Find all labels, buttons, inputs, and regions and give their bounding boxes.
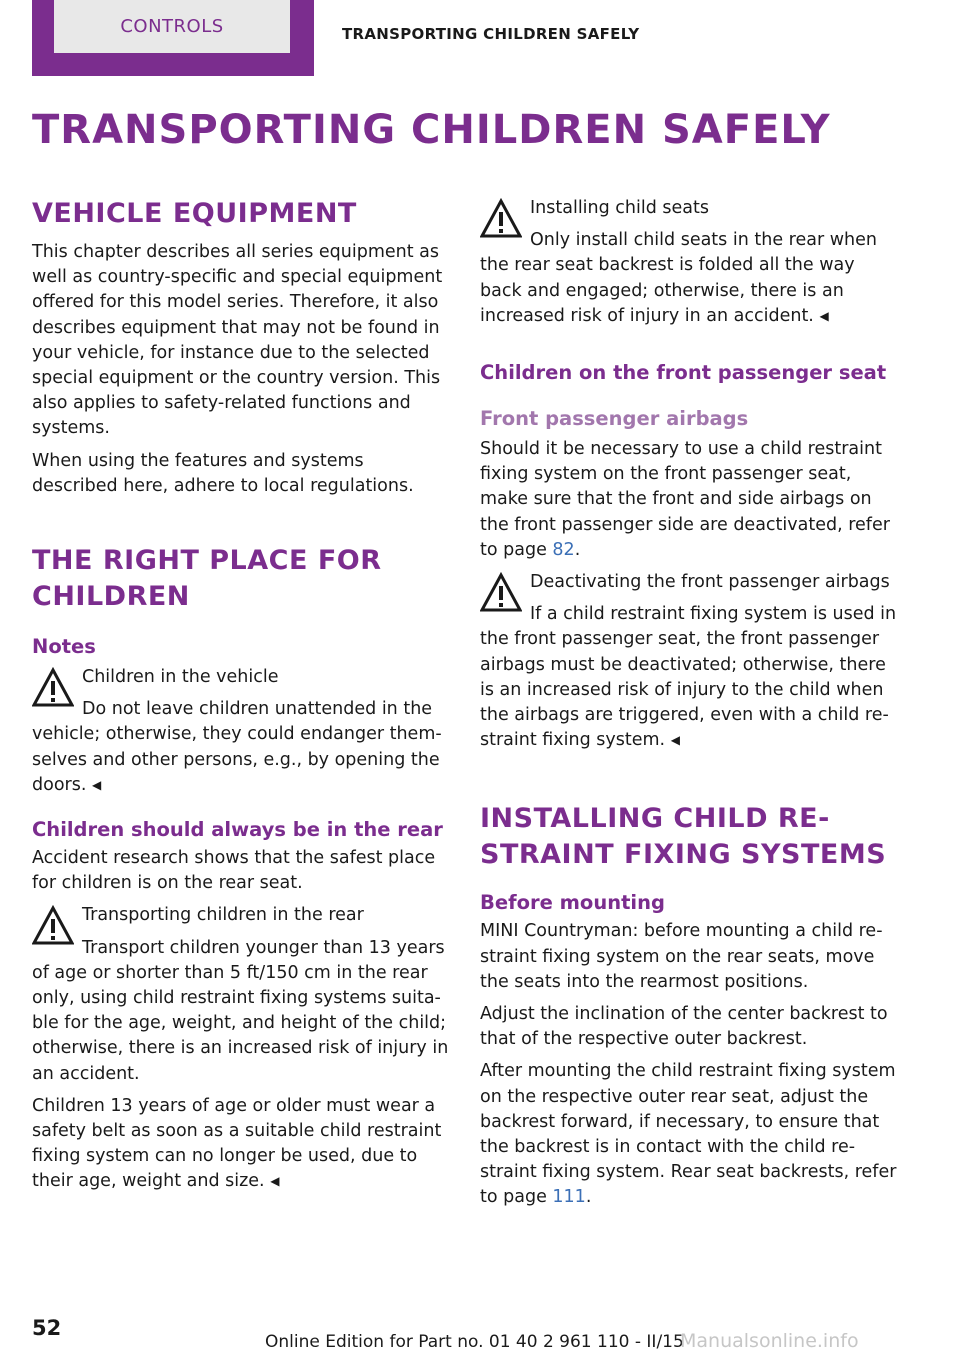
warning-installing-child-seats — [480, 196, 900, 329]
chapter-tab-label[interactable]: CONTROLS — [54, 0, 290, 53]
warning-triangle-icon — [32, 905, 74, 947]
footer-edition: Online Edition for Part no. 01 40 2 961 110 - II/15 — [265, 1332, 684, 1352]
warning-triangle-icon — [32, 667, 74, 709]
chapter-tab — [32, 0, 314, 76]
vehicle-equipment-paragraph-2: When using the features and systems described here, adhere to local regulations. — [32, 450, 414, 496]
end-mark-icon: ◀ — [670, 733, 680, 748]
warning-body: Only install child seats in the rear when the rear seat backrest is folded all the way back and engaged; otherwise, there is an increased risk of injury in an accident. ◀ — [480, 230, 877, 326]
before-paragraph-3: After mounting the child restraint fixing system on the respective outer rear seat, adjust the backrest forward, if necessary, to ensure that the backrest is in contact with the child restraint fixing system. Rear seat backrests, refer to page 111. — [480, 1061, 897, 1208]
page-link-111[interactable]: 111 — [552, 1187, 586, 1208]
right-column — [480, 196, 900, 1218]
before-paragraph-2: Adjust the inclination of the center backrest to that of the respective outer backrest. — [480, 1004, 888, 1050]
warning-transporting-rear — [32, 903, 450, 1086]
warning-deactivating-airbags — [480, 570, 900, 753]
page-title: TRANSPORTING CHILDREN SAFELY — [32, 107, 831, 153]
vehicle-equipment-heading: VEHICLE EQUIPMENT — [32, 198, 357, 229]
warning-body: Do not leave children unattended in the vehicle; otherwise, they could endanger themselves and other persons, e.g., by opening the doors. ◀ — [32, 699, 442, 795]
front-passenger-heading: Children on the front passenger seat — [480, 361, 887, 385]
left-column — [32, 196, 450, 1202]
watermark: Manualsonline.info — [680, 1330, 859, 1352]
end-mark-icon: ◀ — [819, 308, 829, 323]
warning-title: Installing child seats — [530, 198, 709, 218]
warning-title: Deactivating the front passenger airbags — [530, 572, 890, 593]
warning-body: If a child restraint fixing system is used in the front passenger seat, the front passenger airbags must be deactivated; otherwise, there is an increased risk of injury to the child when the airbags are triggered, even with a child restraint fixing system. ◀ — [480, 604, 897, 751]
end-mark-icon: ◀ — [270, 1174, 280, 1189]
before-paragraph-1: MINI Countryman: before mounting a child restraint fixing system on the rear seats, move the seats into the rearmost positions. — [480, 921, 883, 992]
page-link-82[interactable]: 82 — [552, 539, 575, 560]
warning-title: Transporting children in the rear — [82, 905, 364, 926]
warning-children-in-vehicle — [32, 665, 450, 798]
notes-heading: Notes — [32, 635, 96, 659]
end-mark-icon: ◀ — [91, 777, 102, 792]
front-airbags-paragraph: Should it be necessary to use a child restraint fixing system on the front passenger seat, make sure that the front and side airbags on the front passenger side are deactivated, refer to page 82. — [480, 439, 890, 560]
rear-paragraph-1: Accident research shows that the safest place for children is on the rear seat. — [32, 848, 436, 894]
warning-body: Transport children younger than 13 years of age or shorter than 5 ft/150 cm in the rear only, using child restraint fixing systems suitable for the age, weight, and height of the child; otherwise, there is an increased risk of injury in an accident. — [32, 937, 449, 1084]
vehicle-equipment-paragraph-1: This chapter describes all series equipment as well as country-specific and special equipment offered for this model series. Therefore, it also describes equipment that may not be found in your vehicle, for instance due to the selected special equipment or the country version. This also applies to safety-related functions and systems. — [32, 242, 443, 439]
section-header: TRANSPORTING CHILDREN SAFELY — [342, 25, 640, 43]
rear-paragraph-2: Children 13 years of age or older must wear a safety belt as soon as a suitable child restraint fixing system can no longer be used, due to their age, weight and size. ◀ — [32, 1095, 442, 1192]
before-mounting-heading: Before mounting — [480, 891, 665, 915]
warning-triangle-icon — [480, 198, 522, 240]
installing-heading: INSTALLING CHILD RESTRAINT FIXING SYSTEMS — [480, 803, 887, 871]
warning-triangle-icon — [480, 572, 522, 614]
front-airbags-heading: Front passenger airbags — [480, 407, 749, 431]
rear-heading: Children should always be in the rear — [32, 818, 443, 842]
page-number: 52 — [32, 1316, 62, 1340]
warning-title: Children in the vehicle — [82, 667, 279, 688]
right-place-heading: THE RIGHT PLACE FOR CHILDREN — [32, 545, 382, 613]
